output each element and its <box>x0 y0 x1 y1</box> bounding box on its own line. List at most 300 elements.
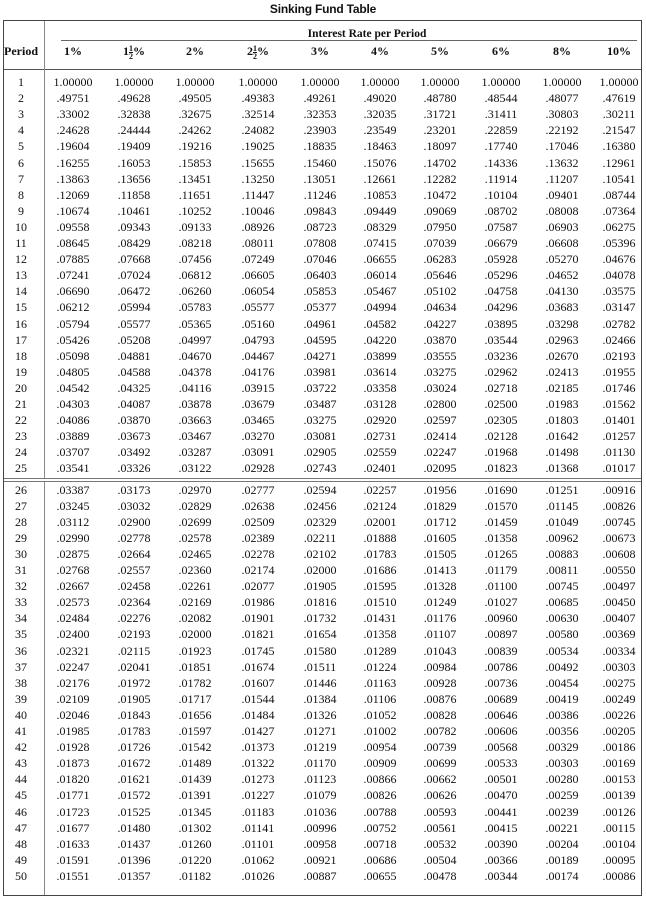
factor-cell: .02109 <box>56 691 90 706</box>
factor-cell: .06260 <box>178 284 212 299</box>
rate-header-percent: % <box>437 44 449 58</box>
period-cell: 35 <box>15 627 27 642</box>
factor-cell: .02364 <box>117 595 151 610</box>
fraction-denominator: 2 <box>253 51 257 61</box>
rate-header-percent: % <box>257 44 269 58</box>
factor-cell: .01459 <box>484 514 518 529</box>
factor-cell: .04805 <box>56 364 90 379</box>
factor-cell: .02077 <box>241 579 275 594</box>
factor-cell: .11447 <box>241 187 275 202</box>
period-cell: 16 <box>15 316 27 331</box>
factor-cell: .00752 <box>363 820 397 835</box>
factor-cell: .00104 <box>602 836 636 851</box>
factor-cell: .00086 <box>602 868 636 883</box>
period-cell: 27 <box>15 498 27 513</box>
factor-cell: .00662 <box>423 772 457 787</box>
factor-cell: .00826 <box>363 788 397 803</box>
factor-cell: .05377 <box>303 300 337 315</box>
factor-cell: .04378 <box>178 364 212 379</box>
factor-cell: .02962 <box>484 364 518 379</box>
factor-cell: .06014 <box>363 268 397 283</box>
factor-cell: .03091 <box>241 445 275 460</box>
factor-cell: .02990 <box>56 530 90 545</box>
factor-cell: .02176 <box>56 675 90 690</box>
factor-cell: .02278 <box>241 546 275 561</box>
factor-cell: .00921 <box>303 852 337 867</box>
factor-cell: .00685 <box>545 595 579 610</box>
table-row <box>4 772 641 787</box>
rate-header-7 <box>412 44 468 59</box>
table-row <box>4 75 641 90</box>
factor-cell: .05270 <box>545 252 579 267</box>
period-cell: 5 <box>18 139 24 154</box>
factor-cell: .00478 <box>423 868 457 883</box>
factor-cell: .03878 <box>178 397 212 411</box>
factor-cell: .32035 <box>363 107 397 122</box>
rate-header-percent: % <box>317 44 329 58</box>
superheader-rule <box>61 40 637 41</box>
factor-cell: .02743 <box>303 461 337 476</box>
factor-cell: .00686 <box>363 852 397 867</box>
factor-cell: .03663 <box>178 413 212 428</box>
factor-cell: .00984 <box>423 659 457 674</box>
factor-cell: .33002 <box>56 107 90 122</box>
factor-cell: .02699 <box>178 514 212 529</box>
factor-cell: .02174 <box>241 563 275 577</box>
table-row <box>4 499 641 514</box>
factor-cell: .01656 <box>178 707 212 722</box>
factor-cell: .03465 <box>241 413 275 428</box>
period-cell: 50 <box>15 868 27 883</box>
factor-cell: .00189 <box>545 852 579 867</box>
factor-cell: .01690 <box>484 482 518 497</box>
table-row <box>4 461 641 476</box>
factor-cell: .01510 <box>363 595 397 610</box>
factor-cell: .12961 <box>602 155 636 170</box>
table-row <box>4 740 641 755</box>
period-cell: 48 <box>15 836 27 851</box>
table-row <box>4 805 641 820</box>
factor-cell: .01107 <box>423 627 457 642</box>
period-cell: 47 <box>15 820 27 835</box>
factor-cell: .12661 <box>363 171 397 186</box>
factor-cell: .01712 <box>423 514 457 529</box>
factor-cell: .00736 <box>484 675 518 690</box>
factor-cell: .03275 <box>423 364 457 379</box>
factor-cell: .02001 <box>363 514 397 529</box>
factor-cell: .03889 <box>56 429 90 444</box>
factor-cell: .14336 <box>484 155 518 170</box>
factor-cell: .01062 <box>241 852 275 867</box>
factor-cell: .04325 <box>117 380 151 395</box>
factor-cell: .01968 <box>484 445 518 460</box>
factor-cell: .08645 <box>56 236 90 250</box>
factor-cell: .01170 <box>303 756 337 771</box>
factor-cell: .11651 <box>178 187 212 202</box>
factor-cell: .18835 <box>303 139 337 154</box>
period-cell: 26 <box>15 482 27 497</box>
table-row <box>4 531 641 546</box>
factor-cell: .03544 <box>484 332 518 347</box>
period-cell: 6 <box>18 155 24 170</box>
factor-cell: .00826 <box>602 498 636 513</box>
factor-cell: .03128 <box>363 397 397 411</box>
factor-cell: .01036 <box>303 804 337 819</box>
factor-cell: .23903 <box>303 123 337 138</box>
factor-cell: .05467 <box>363 284 397 299</box>
factor-cell: 1.00000 <box>300 75 340 89</box>
factor-cell: .04078 <box>602 268 636 283</box>
factor-cell: .04881 <box>117 348 151 363</box>
factor-cell: .06283 <box>423 252 457 267</box>
factor-cell: .18097 <box>423 139 457 154</box>
table-row <box>4 317 641 332</box>
factor-cell: .00226 <box>602 707 636 722</box>
factor-cell: .09401 <box>545 187 579 202</box>
period-cell: 11 <box>15 236 27 250</box>
table-row <box>4 644 641 659</box>
factor-cell: .00673 <box>602 530 636 545</box>
factor-cell: .00275 <box>602 675 636 690</box>
factor-cell: .08926 <box>241 219 275 234</box>
factor-cell: .01605 <box>423 530 457 545</box>
period-cell: 25 <box>15 461 27 476</box>
factor-cell: .02500 <box>484 397 518 411</box>
factor-cell: .10674 <box>56 203 90 218</box>
table-row <box>4 445 641 460</box>
factor-cell: .03492 <box>117 445 151 460</box>
factor-cell: .01027 <box>484 595 518 610</box>
factor-cell: .01717 <box>178 691 212 706</box>
factor-cell: .19025 <box>241 139 275 154</box>
factor-cell: .01851 <box>178 659 212 674</box>
table-row <box>4 397 641 412</box>
factor-cell: .08723 <box>303 219 337 234</box>
factor-cell: .03270 <box>241 429 275 444</box>
factor-cell: .05098 <box>56 348 90 363</box>
factor-cell: .00811 <box>545 563 579 577</box>
rate-header-percent: % <box>498 44 510 58</box>
factor-cell: .01525 <box>117 804 151 819</box>
factor-cell: .03147 <box>602 300 636 315</box>
factor-cell: .03358 <box>363 380 397 395</box>
factor-cell: .08702 <box>484 203 518 218</box>
factor-cell: .08008 <box>545 203 579 218</box>
factor-cell: .01923 <box>178 643 212 658</box>
factor-cell: .00568 <box>484 740 518 755</box>
factor-cell: .49505 <box>178 91 212 106</box>
factor-cell: .01249 <box>423 595 457 610</box>
factor-cell: .02670 <box>545 348 579 363</box>
factor-cell: .15655 <box>241 155 275 170</box>
factor-cell: .00153 <box>602 772 636 787</box>
period-cell: 4 <box>18 123 24 138</box>
factor-cell: .48780 <box>423 91 457 106</box>
period-cell: 19 <box>15 364 27 379</box>
factor-cell: .01642 <box>545 429 579 444</box>
factor-cell: .01358 <box>363 627 397 642</box>
factor-cell: .00866 <box>363 772 397 787</box>
factor-cell: .05853 <box>303 284 337 299</box>
factor-cell: .01265 <box>484 546 518 561</box>
rate-header-percent: % <box>133 44 145 58</box>
factor-cell: .07668 <box>117 252 151 267</box>
factor-cell: .04130 <box>545 284 579 299</box>
factor-cell: .01803 <box>545 413 579 428</box>
factor-cell: .01328 <box>423 579 457 594</box>
factor-cell: .00204 <box>545 836 579 851</box>
factor-cell: .04542 <box>56 380 90 395</box>
factor-cell: .11858 <box>117 187 151 202</box>
factor-cell: .30803 <box>545 107 579 122</box>
factor-cell: 1.00000 <box>420 75 460 89</box>
factor-cell: .09343 <box>117 219 151 234</box>
factor-cell: .02082 <box>178 611 212 626</box>
factor-cell: .01145 <box>545 498 579 513</box>
factor-cell: 1.00000 <box>481 75 521 89</box>
factor-cell: .01017 <box>602 461 636 476</box>
factor-cell: .02211 <box>303 530 337 545</box>
factor-cell: .03275 <box>303 413 337 428</box>
factor-cell: .00630 <box>545 611 579 626</box>
factor-cell: .02465 <box>178 546 212 561</box>
factor-cell: .16255 <box>56 155 90 170</box>
factor-cell: .00954 <box>363 740 397 755</box>
factor-cell: .00928 <box>423 675 457 690</box>
factor-cell: .01049 <box>545 514 579 529</box>
factor-cell: .06679 <box>484 236 518 250</box>
factor-cell: .49261 <box>303 91 337 106</box>
factor-cell: .06275 <box>602 219 636 234</box>
factor-cell: .00450 <box>602 595 636 610</box>
table-row <box>4 515 641 530</box>
factor-cell: .01130 <box>602 445 636 460</box>
factor-cell: .01580 <box>303 643 337 658</box>
factor-cell: .00186 <box>602 740 636 755</box>
factor-cell: .11914 <box>484 171 518 186</box>
factor-cell: .03245 <box>56 498 90 513</box>
factor-cell: .00699 <box>423 756 457 771</box>
factor-cell: .00303 <box>545 756 579 771</box>
factor-cell: .17046 <box>545 139 579 154</box>
factor-cell: .01227 <box>241 788 275 803</box>
factor-cell: .01551 <box>56 868 90 883</box>
factor-cell: .03679 <box>241 397 275 411</box>
factor-cell: .01326 <box>303 707 337 722</box>
factor-cell: .03895 <box>484 316 518 331</box>
factor-cell: .32838 <box>117 107 151 122</box>
factor-cell: .00415 <box>484 820 518 835</box>
factor-cell: .01956 <box>423 482 457 497</box>
factor-cell: .01783 <box>117 724 151 738</box>
factor-cell: 1.00000 <box>599 75 639 89</box>
factor-cell: .13451 <box>178 171 212 186</box>
factor-cell: .02718 <box>484 380 518 395</box>
factor-cell: 1.00000 <box>114 75 154 89</box>
rate-header-9 <box>534 44 590 59</box>
factor-cell: .18463 <box>363 139 397 154</box>
factor-cell: .00249 <box>602 691 636 706</box>
factor-cell: .01182 <box>178 868 212 883</box>
factor-cell: .00356 <box>545 724 579 738</box>
factor-cell: .05426 <box>56 332 90 347</box>
factor-cell: 1.00000 <box>175 75 215 89</box>
table-row <box>4 579 641 594</box>
factor-cell: .01302 <box>178 820 212 835</box>
interest-rate-superheader: Interest Rate per Period <box>307 28 427 40</box>
factor-cell: .15853 <box>178 155 212 170</box>
factor-cell: .22192 <box>545 123 579 138</box>
table-row <box>4 692 641 707</box>
factor-cell: .01100 <box>484 579 518 594</box>
factor-cell: .01401 <box>602 413 636 428</box>
factor-cell: .15460 <box>303 155 337 170</box>
table-row <box>4 156 641 171</box>
factor-cell: .08218 <box>178 236 212 250</box>
factor-cell: .00593 <box>423 804 457 819</box>
factor-cell: .01823 <box>484 461 518 476</box>
factor-cell: .02597 <box>423 413 457 428</box>
table-row <box>4 837 641 852</box>
factor-cell: .15076 <box>363 155 397 170</box>
factor-cell: .00786 <box>484 659 518 674</box>
rate-header-whole: 4 <box>371 44 377 58</box>
factor-cell: .02456 <box>303 498 337 513</box>
factor-cell: .07039 <box>423 236 457 250</box>
factor-cell: .01101 <box>241 836 275 851</box>
factor-cell: .00390 <box>484 836 518 851</box>
factor-cell: .07456 <box>178 252 212 267</box>
factor-cell: .02247 <box>56 659 90 674</box>
period-cell: 20 <box>15 380 27 395</box>
factor-cell: .10252 <box>178 203 212 218</box>
factor-cell: .49383 <box>241 91 275 106</box>
factor-cell: .01260 <box>178 836 212 851</box>
factor-cell: .02667 <box>56 579 90 594</box>
factor-cell: .02414 <box>423 429 457 444</box>
rate-header-8 <box>473 44 529 59</box>
factor-cell: .17740 <box>484 139 518 154</box>
factor-cell: .02963 <box>545 332 579 347</box>
table-section-break <box>4 478 641 482</box>
factor-cell: .02257 <box>363 482 397 497</box>
factor-cell: .01820 <box>56 772 90 787</box>
factor-cell: .01106 <box>363 691 397 706</box>
factor-cell: .03722 <box>303 380 337 395</box>
factor-cell: .01358 <box>484 530 518 545</box>
table-header <box>4 21 641 70</box>
rate-header-5 <box>292 44 348 59</box>
factor-cell: .01176 <box>423 611 457 626</box>
factor-cell: .00689 <box>484 691 518 706</box>
factor-cell: .49628 <box>117 91 151 106</box>
rate-header-6 <box>352 44 408 59</box>
rate-header-1 <box>45 44 101 59</box>
factor-cell: .32353 <box>303 107 337 122</box>
factor-cell: .07249 <box>241 252 275 267</box>
factor-cell: .05396 <box>602 236 636 250</box>
factor-cell: .00470 <box>484 788 518 803</box>
factor-cell: .01723 <box>56 804 90 819</box>
factor-cell: .01633 <box>56 836 90 851</box>
factor-cell: .00646 <box>484 707 518 722</box>
period-cell: 37 <box>15 659 27 674</box>
factor-cell: .03870 <box>117 413 151 428</box>
factor-cell: .02193 <box>117 627 151 642</box>
period-cell: 13 <box>15 268 27 283</box>
factor-cell: .00533 <box>484 756 518 771</box>
factor-cell: .01251 <box>545 482 579 497</box>
factor-cell: .02920 <box>363 413 397 428</box>
factor-cell: .03575 <box>602 284 636 299</box>
factor-cell: .04086 <box>56 413 90 428</box>
factor-cell: .00501 <box>484 772 518 787</box>
factor-cell: .00606 <box>484 724 518 738</box>
factor-cell: .03326 <box>117 461 151 476</box>
period-cell: 45 <box>15 788 27 803</box>
factor-cell: .01224 <box>363 659 397 674</box>
factor-cell: .02509 <box>241 514 275 529</box>
rate-header-percent: % <box>377 44 389 58</box>
factor-cell: .02401 <box>363 461 397 476</box>
factor-cell: .01489 <box>178 756 212 771</box>
table-row <box>4 708 641 723</box>
factor-cell: .48544 <box>484 91 518 106</box>
factor-cell: .01446 <box>303 675 337 690</box>
factor-cell: .02578 <box>178 530 212 545</box>
period-cell: 8 <box>18 187 24 202</box>
factor-cell: .04793 <box>241 332 275 347</box>
factor-cell: .03981 <box>303 364 337 379</box>
factor-cell: .02900 <box>117 514 151 529</box>
fraction-denominator: 2 <box>129 51 133 61</box>
factor-cell: .08744 <box>602 187 636 202</box>
factor-cell: .00962 <box>545 530 579 545</box>
factor-cell: 1.00000 <box>238 75 278 89</box>
factor-cell: .02276 <box>117 611 151 626</box>
factor-cell: .05365 <box>178 316 212 331</box>
factor-cell: .13250 <box>241 171 275 186</box>
factor-cell: .04961 <box>303 316 337 331</box>
factor-cell: .03683 <box>545 300 579 315</box>
factor-cell: .00718 <box>363 836 397 851</box>
factor-cell: .06605 <box>241 268 275 283</box>
factor-cell: .19409 <box>117 139 151 154</box>
factor-cell: .07364 <box>602 203 636 218</box>
table-row <box>4 204 641 219</box>
factor-cell: .00239 <box>545 804 579 819</box>
factor-cell: .04670 <box>178 348 212 363</box>
factor-cell: .00492 <box>545 659 579 674</box>
factor-cell: .01821 <box>241 627 275 642</box>
factor-cell: .04271 <box>303 348 337 363</box>
factor-cell: .05783 <box>178 300 212 315</box>
rate-header-whole: 1 <box>64 44 70 58</box>
factor-cell: .10104 <box>484 187 518 202</box>
factor-cell: .01373 <box>241 740 275 755</box>
factor-cell: .01163 <box>363 675 397 690</box>
factor-cell: .03555 <box>423 348 457 363</box>
table-row <box>4 788 641 803</box>
factor-cell: .01544 <box>241 691 275 706</box>
factor-cell: .10046 <box>241 203 275 218</box>
period-cell: 29 <box>15 530 27 545</box>
factor-cell: .07024 <box>117 268 151 283</box>
factor-cell: .01484 <box>241 707 275 722</box>
factor-cell: .05208 <box>117 332 151 347</box>
table-row <box>4 381 641 396</box>
factor-cell: .01437 <box>117 836 151 851</box>
